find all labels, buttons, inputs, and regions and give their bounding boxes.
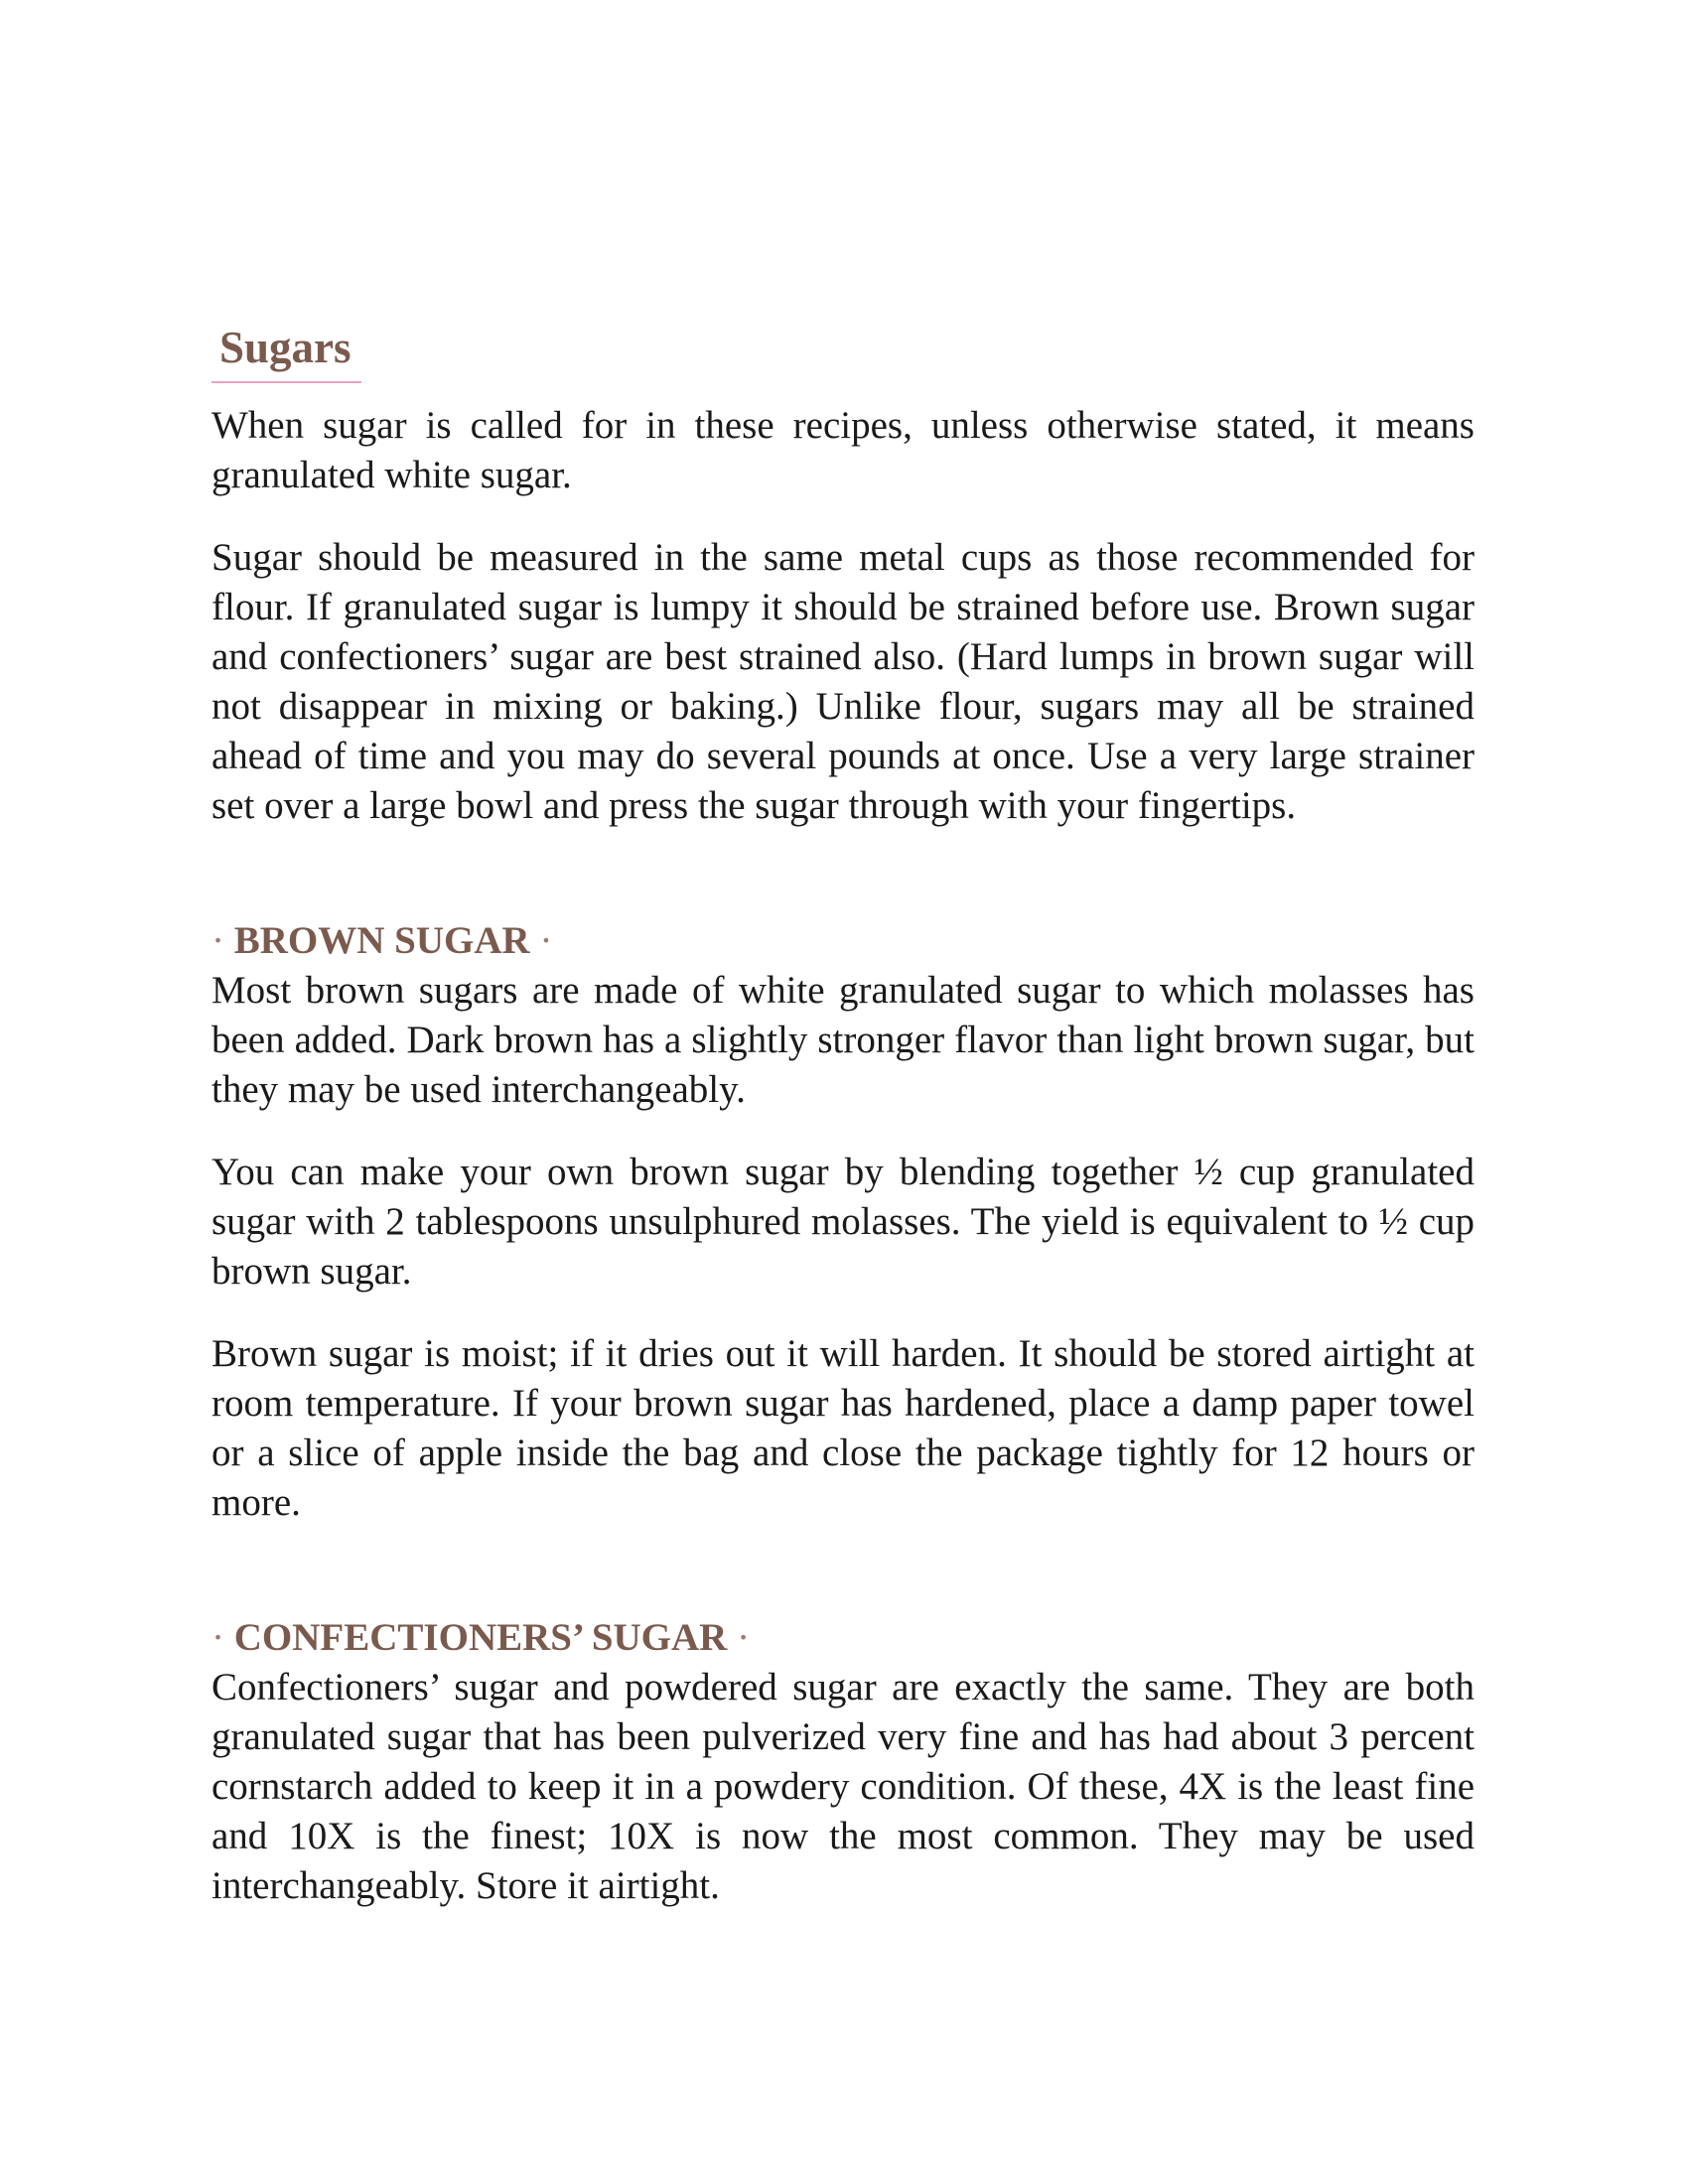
section-heading-text: CONFECTIONERS’ SUGAR <box>233 1615 728 1659</box>
title-underline <box>211 324 361 383</box>
section-gap <box>211 1561 1475 1613</box>
section-gap <box>211 864 1475 916</box>
heading-bullet-right: · <box>737 1615 751 1659</box>
page-title: Sugars <box>219 323 352 372</box>
confectioners-sugar-paragraph-1: Confectioners’ sugar and powdered sugar are exactly the same. They are both granulated sugar that has been pulverized very fine and has had about 3 percent cornstarch added to keep it in a powdery condition. Of these, 4X is the least fine and 10X is the finest; 10X is now the most common. They may be used interchangeably. Store it airtight. <box>211 1665 1475 1907</box>
section-heading-text: BROWN SUGAR <box>233 918 530 962</box>
intro-paragraph-2: Sugar should be measured in the same metal cups as those recommended for flour. If granulated sugar is lumpy it should be strained before use. Brown sugar and confectioners’ sugar are best strained also. (Hard lumps in brown sugar will not disappear in mixing or baking.) Unlike flour, sugars may all be strained ahead of time and you may do several pounds at once. Use a very large strainer set over a large bowl and press the sugar through with your fingertips. <box>211 535 1475 827</box>
brown-sugar-paragraph-3: Brown sugar is moist; if it dries out it will harden. It should be stored airtight at room temperature. If your brown sugar has hardened, place a damp paper towel or a slice of apple inside the bag and close the package tightly for 12 hours or more. <box>211 1331 1475 1524</box>
heading-bullet-left: · <box>211 918 224 962</box>
intro-paragraph-1: When sugar is called for in these recipes, unless otherwise stated, it means granulated white sugar. <box>211 403 1475 496</box>
heading-bullet-right: · <box>539 918 553 962</box>
section-heading-brown-sugar <box>211 916 1475 966</box>
brown-sugar-paragraph-1: Most brown sugars are made of white granulated sugar to which molasses has been added. Dark brown has a slightly stronger flavor than light brown sugar, but they may be used interchangeably. <box>211 968 1475 1111</box>
heading-bullet-left: · <box>211 1615 224 1659</box>
brown-sugar-paragraph-2: You can make your own brown sugar by blending together ½ cup granulated sugar with 2 tablespoons unsulphured molasses. The yield is equivalent to ½ cup brown sugar. <box>211 1150 1475 1293</box>
section-heading-confectioners-sugar <box>211 1613 1475 1663</box>
page-content <box>211 324 1475 1944</box>
